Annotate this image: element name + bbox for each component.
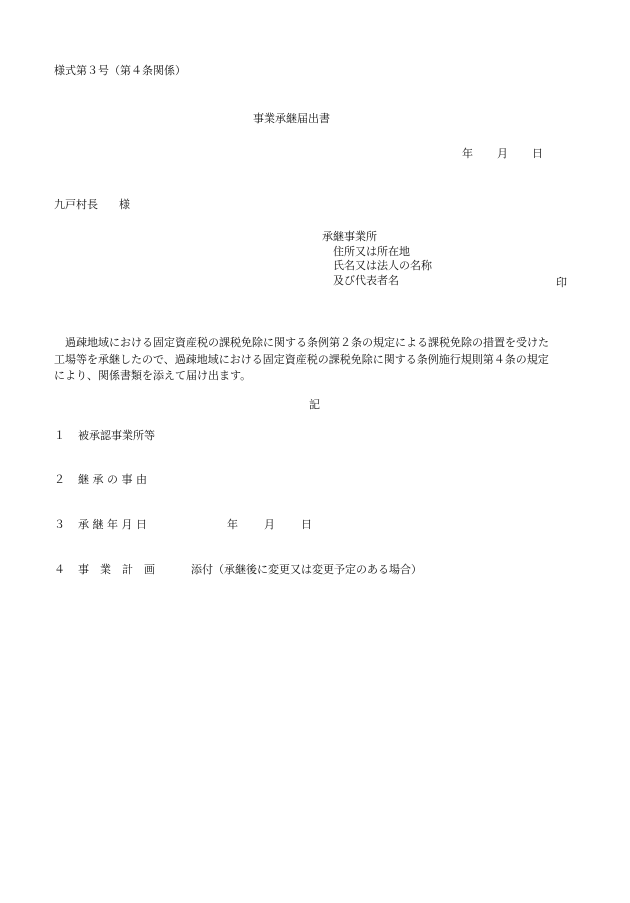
applicant-representative-label: 及び代表者名 [333, 273, 399, 287]
item-number: ２ [54, 473, 65, 486]
item-1 [54, 429, 155, 443]
addressee-honorific: 様 [119, 198, 130, 211]
item-label: 承 継 年 月 日 [78, 518, 147, 531]
applicant-address-label: 住所又は所在地 [333, 244, 410, 258]
body-paragraph [54, 335, 584, 385]
item-day-label: 日 [301, 518, 312, 531]
ki-heading: 記 [309, 398, 320, 411]
date-year-label: 年 [462, 147, 473, 160]
form-number: 様式第３号（第４条関係） [54, 64, 186, 77]
date-day-label: 日 [532, 147, 543, 160]
item-4 [54, 563, 422, 577]
date-line [462, 147, 543, 161]
addressee [54, 198, 130, 212]
item-number: ３ [54, 518, 65, 531]
item-label: 被承認事業所等 [78, 429, 155, 442]
item-2 [54, 473, 147, 487]
item-note: 添付（承継後に変更又は変更予定のある場合） [191, 563, 422, 576]
document-title: 事業承継届出書 [253, 112, 330, 125]
applicant-label: 承継事業所 [322, 230, 377, 243]
seal-mark: 印 [556, 276, 567, 289]
item-month-label: 月 [264, 518, 275, 531]
date-month-label: 月 [497, 147, 508, 160]
item-number: １ [54, 429, 65, 442]
item-number: ４ [54, 563, 65, 576]
item-year-label: 年 [227, 518, 238, 531]
item-label: 事 業 計 画 [78, 563, 155, 576]
applicant-block [322, 230, 432, 288]
body-line-3: により、関係書類を添えて届け出ます。 [54, 369, 252, 382]
addressee-name: 九戸村長 [54, 198, 98, 211]
item-3 [54, 518, 312, 532]
applicant-name-label: 氏名又は法人の名称 [333, 259, 432, 272]
body-line-2: 工場等を承継したので、過疎地域における固定資産税の課税免除に関する条例施行規則第４条の規定 [54, 352, 549, 366]
body-line-1: 過疎地域における固定資産税の課税免除に関する条例第２条の規定による課税免除の措置を受けた [65, 336, 549, 349]
item-label: 継 承 の 事 由 [78, 473, 147, 486]
